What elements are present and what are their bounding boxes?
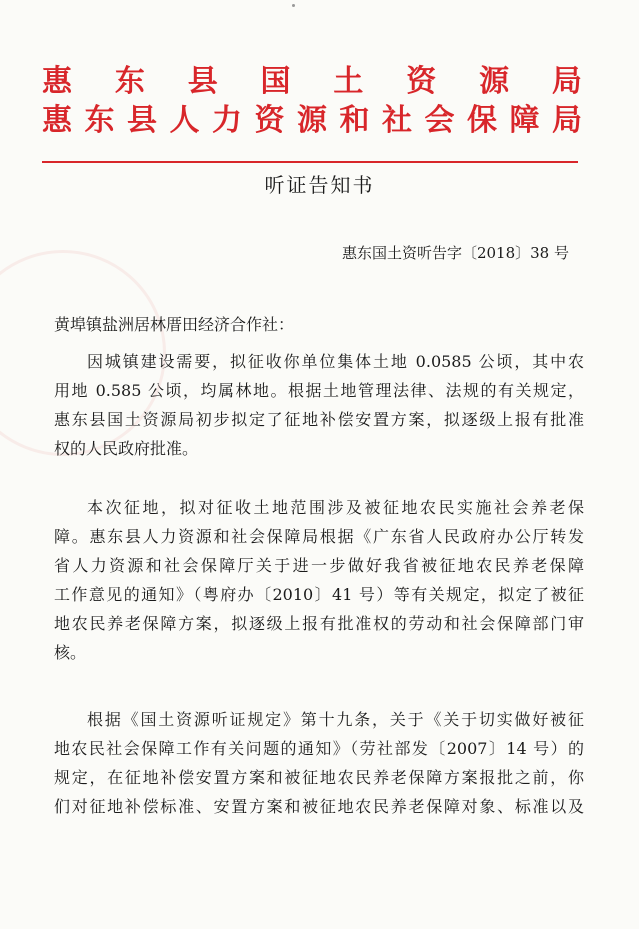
paragraph-line: 们对征地补偿标准、安置方案和被征地农民养老保障对象、标准以及 xyxy=(54,797,584,816)
paragraph-line: 惠东县国土资源局初步拟定了征地补偿安置方案，拟逐级上报有批准 xyxy=(54,410,584,429)
header-char: 障 xyxy=(509,103,540,138)
header-char: 会 xyxy=(424,103,455,138)
paragraph-1 xyxy=(54,347,584,463)
paragraph-line: 地农民养老保障方案，拟逐级上报有批准权的劳动和社会保障部门审 xyxy=(54,614,584,633)
addressee: 黄埠镇盐洲居林厝田经济合作社： xyxy=(54,315,295,334)
paragraph-line: 规定，在征地补偿安置方案和被征地农民养老保障方案报批之前，你 xyxy=(54,768,584,787)
header-char: 资 xyxy=(254,103,285,138)
header-char: 力 xyxy=(212,103,242,138)
header-char: 惠 xyxy=(42,103,72,138)
paragraph-line: 省人力资源和社会保障厅关于进一步做好我省被征地农民养老保障 xyxy=(54,556,584,575)
paragraph-line: 障。惠东县人力资源和社会保障局根据《广东省人民政府办公厅转发 xyxy=(54,527,584,546)
header-char: 县 xyxy=(127,103,157,138)
header-char: 惠 xyxy=(42,64,72,99)
header-char: 保 xyxy=(467,103,497,138)
paragraph-line: 本次征地，拟对征收土地范围涉及被征地农民实施社会养老保 xyxy=(87,498,584,517)
header-char: 源 xyxy=(479,64,510,99)
paragraph-3 xyxy=(54,705,584,821)
header-char: 源 xyxy=(297,103,327,138)
header-char: 东 xyxy=(84,103,115,138)
issuer-header-line-1 xyxy=(42,64,582,100)
paragraph-line: 用地 0.585 公顷，均属林地。根据土地管理法律、法规的有关规定， xyxy=(54,381,584,400)
header-char: 和 xyxy=(339,103,370,138)
header-char: 人 xyxy=(169,103,200,138)
header-char: 土 xyxy=(333,64,364,99)
header-char: 局 xyxy=(551,64,582,99)
issuer-header-line-2 xyxy=(42,103,582,139)
paragraph-line: 核。 xyxy=(54,643,87,662)
red-divider-rule xyxy=(42,161,578,163)
document-title: 听证告知书 xyxy=(264,173,375,197)
paragraph-2 xyxy=(54,493,584,667)
paragraph-line: 根据《国土资源听证规定》第十九条，关于《关于切实做好被征 xyxy=(87,710,584,729)
document-number: 惠东国土资听告字〔2018〕38 号 xyxy=(341,244,569,262)
paragraph-line: 因城镇建设需要，拟征收你单位集体土地 0.0585 公顷，其中农 xyxy=(87,352,584,371)
header-char: 东 xyxy=(114,64,145,99)
paragraph-line: 地农民社会保障工作有关问题的通知》（劳社部发〔2007〕14 号）的 xyxy=(54,739,584,758)
header-char: 局 xyxy=(552,103,582,138)
header-char: 县 xyxy=(187,64,218,99)
speck xyxy=(292,4,295,7)
header-char: 国 xyxy=(260,64,291,99)
header-char: 资 xyxy=(406,64,437,99)
paragraph-line: 工作意见的通知》（粤府办〔2010〕41 号）等有关规定，拟定了被征 xyxy=(54,585,584,604)
header-char: 社 xyxy=(382,103,412,138)
paragraph-line: 权的人民政府批准。 xyxy=(54,439,199,458)
